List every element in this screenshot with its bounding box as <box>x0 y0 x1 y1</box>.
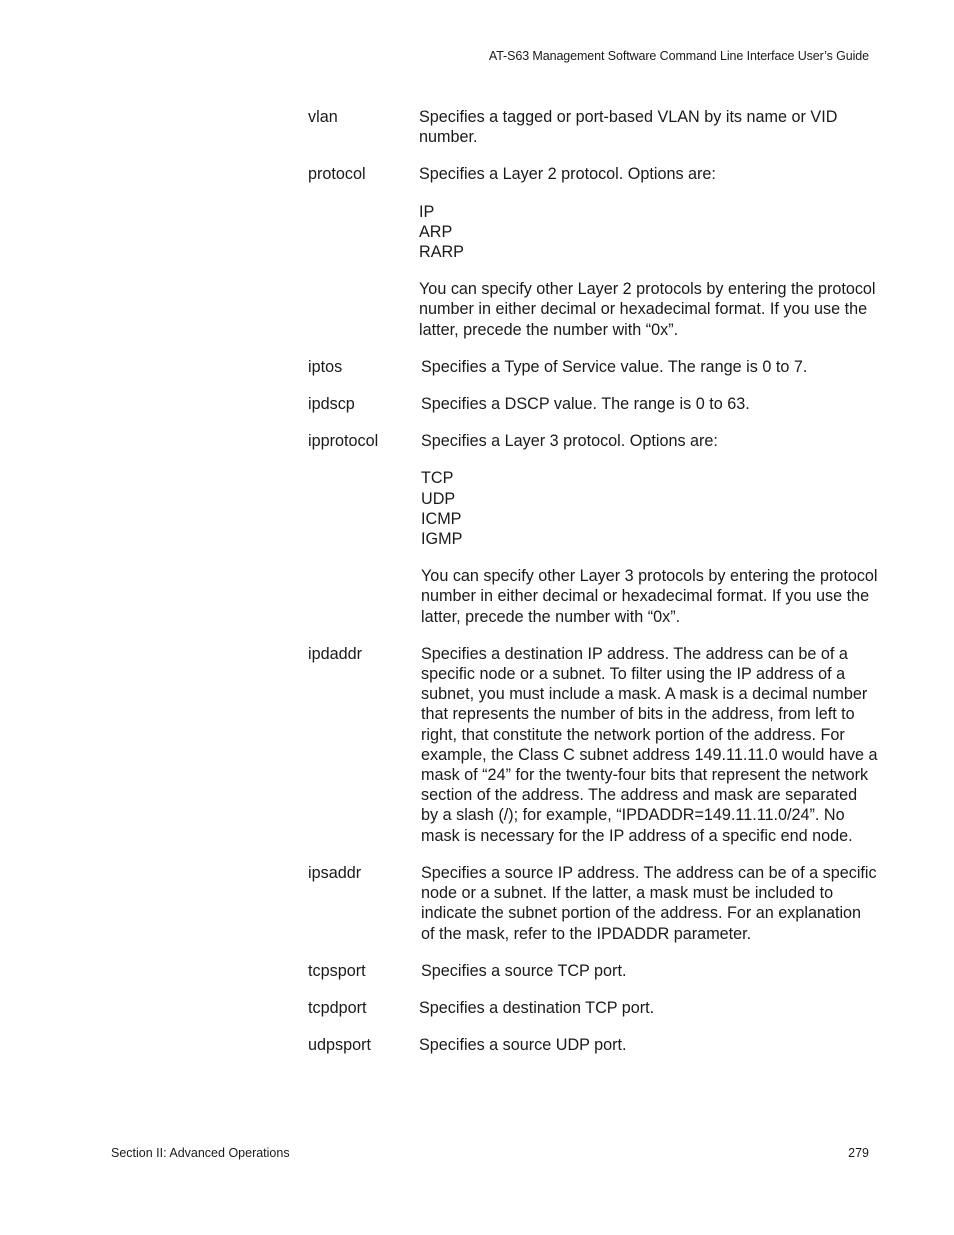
param-ipdaddr <box>308 644 878 846</box>
footer-section-title: Section II: Advanced Operations <box>111 1146 290 1160</box>
param-term: vlan <box>308 108 338 126</box>
option-item: TCP <box>421 469 454 488</box>
param-tcpdport <box>308 998 878 1018</box>
param-description-text: Specifies a source UDP port. <box>419 1036 627 1055</box>
param-description-text: Specifies a source TCP port. <box>421 961 627 980</box>
param-term: ipsaddr <box>308 863 362 882</box>
option-item: RARP <box>419 243 464 262</box>
param-protocol <box>308 164 878 339</box>
param-description-text: Specifies a source IP address. The address can be of a specific node or a subnet. If the latter, a mask must be included to indicate the subnet portion of the address. For an explanation of the mask, refer to the IPDADDR parameter. <box>421 863 877 943</box>
param-description-text: Specifies a destination IP address. The address can be of a specific node or a subnet. To filter using the IP address of a subnet, you must include a mask. A mask is a decimal number that represents the number of bits in the address, from left to right, that constitute the network portion of the address. For example, the Class C subnet address 149.11.11.0 would have a mask of “24” for the twenty-four bits that represent the network section of the address. The address and mask are separated by a slash (/); for example, “IPDADDR=149.11.11.0/24”. No mask is necessary for the IP address of a specific end node. <box>421 644 878 845</box>
param-description-text: Specifies a Layer 2 protocol. Options are: <box>419 165 716 184</box>
param-description <box>419 394 878 414</box>
param-description <box>419 998 878 1018</box>
param-description <box>419 863 878 944</box>
option-list <box>421 468 878 549</box>
param-description <box>419 164 878 339</box>
param-description <box>419 107 878 147</box>
param-term: udpsport <box>308 1036 371 1055</box>
param-note: You can specify other Layer 3 protocols by entering the protocol number in either decimal or hexadecimal format. If you use the latter, precede the number with “0x”. <box>421 567 878 626</box>
parameter-list <box>308 107 878 1072</box>
option-item: ARP <box>419 222 453 241</box>
page-number: 279 <box>848 1146 869 1160</box>
option-item: IP <box>419 202 435 221</box>
param-ipprotocol <box>308 431 878 627</box>
param-description-text: Specifies a tagged or port-based VLAN by its name or VID number. <box>419 108 838 147</box>
param-ipsaddr <box>308 863 878 944</box>
param-description <box>419 431 878 627</box>
param-description <box>419 1035 878 1055</box>
param-iptos <box>308 357 878 377</box>
param-term: protocol <box>308 165 366 184</box>
param-tcpsport <box>308 961 878 981</box>
param-term: iptos <box>308 357 343 376</box>
param-ipdscp <box>308 394 878 414</box>
param-description <box>419 961 878 981</box>
param-description-text: Specifies a destination TCP port. <box>419 998 655 1017</box>
running-header: AT-S63 Management Software Command Line Interface User’s Guide <box>488 49 869 63</box>
param-term: tcpsport <box>308 961 366 980</box>
param-term: ipprotocol <box>308 432 379 451</box>
param-note: You can specify other Layer 2 protocols by entering the protocol number in either decimal or hexadecimal format. If you use the latter, precede the number with “0x”. <box>419 280 876 339</box>
option-list <box>419 202 878 263</box>
param-description-text: Specifies a DSCP value. The range is 0 to 63. <box>421 395 750 414</box>
param-description-text: Specifies a Type of Service value. The range is 0 to 7. <box>421 357 808 376</box>
param-udpsport <box>308 1035 878 1055</box>
param-description <box>419 644 878 846</box>
option-item: IGMP <box>421 530 463 549</box>
option-item: ICMP <box>421 509 462 528</box>
param-term: tcpdport <box>308 998 367 1017</box>
param-term: ipdscp <box>308 395 355 414</box>
param-description <box>419 357 878 377</box>
param-vlan <box>308 107 878 147</box>
param-term: ipdaddr <box>308 644 363 663</box>
option-item: UDP <box>421 489 456 508</box>
param-description-text: Specifies a Layer 3 protocol. Options are: <box>421 432 718 451</box>
